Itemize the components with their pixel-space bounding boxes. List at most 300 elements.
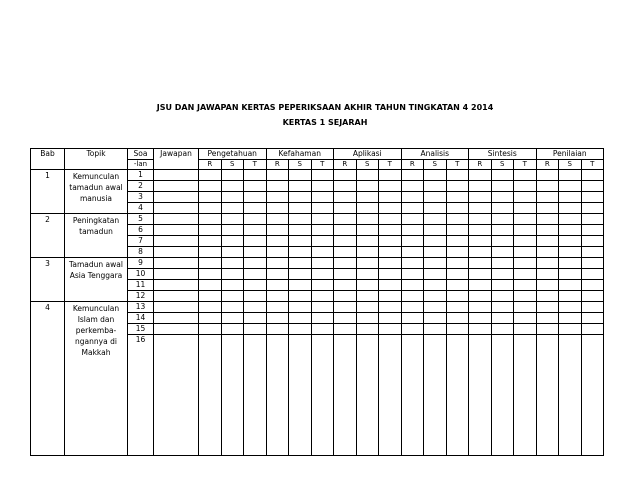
level-cell	[356, 335, 379, 456]
table-body	[31, 170, 604, 456]
level-cell	[311, 313, 334, 324]
level-cell	[491, 214, 514, 225]
level-cell	[469, 192, 492, 203]
level-cell	[536, 225, 559, 236]
level-cell	[221, 335, 244, 456]
level-cell	[491, 324, 514, 335]
level-cell	[559, 236, 582, 247]
level-cell	[581, 280, 604, 291]
level-cell	[244, 192, 267, 203]
level-cell	[446, 203, 469, 214]
level-cell	[581, 324, 604, 335]
level-cell	[559, 280, 582, 291]
level-cell	[424, 181, 447, 192]
level-cell	[379, 291, 402, 302]
chapter-topic: Tamadun awal Asia Tenggara	[65, 258, 128, 302]
level-cell	[244, 302, 267, 313]
jsu-table	[30, 148, 604, 456]
level-cell	[244, 181, 267, 192]
level-cell	[221, 247, 244, 258]
level-cell	[199, 324, 222, 335]
answer-cell	[154, 269, 199, 280]
level-cell	[514, 192, 537, 203]
level-cell	[469, 170, 492, 181]
level-cell	[379, 192, 402, 203]
answer-cell	[154, 192, 199, 203]
level-cell	[199, 192, 222, 203]
level-cell	[536, 203, 559, 214]
level-cell	[334, 214, 357, 225]
level-cell	[581, 225, 604, 236]
level-cell	[514, 225, 537, 236]
level-cell	[356, 225, 379, 236]
level-cell	[491, 247, 514, 258]
level-cell	[424, 170, 447, 181]
header-sublevel: S	[424, 160, 447, 170]
level-cell	[581, 291, 604, 302]
level-cell	[491, 335, 514, 456]
level-cell	[559, 203, 582, 214]
level-cell	[289, 225, 312, 236]
level-cell	[491, 280, 514, 291]
question-number: 5	[128, 214, 154, 225]
question-number: 11	[128, 280, 154, 291]
level-cell	[379, 258, 402, 269]
level-cell	[401, 313, 424, 324]
level-cell	[424, 192, 447, 203]
level-cell	[401, 203, 424, 214]
level-cell	[424, 302, 447, 313]
level-cell	[469, 236, 492, 247]
header-level: Analisis	[401, 149, 469, 160]
level-cell	[469, 203, 492, 214]
header-sublevel: S	[559, 160, 582, 170]
level-cell	[334, 313, 357, 324]
level-cell	[469, 214, 492, 225]
level-cell	[266, 181, 289, 192]
table-row	[31, 258, 604, 269]
level-cell	[424, 236, 447, 247]
level-cell	[356, 324, 379, 335]
level-cell	[536, 335, 559, 456]
level-cell	[401, 335, 424, 456]
level-cell	[221, 313, 244, 324]
question-number: 7	[128, 236, 154, 247]
level-cell	[289, 170, 312, 181]
level-cell	[221, 203, 244, 214]
level-cell	[469, 269, 492, 280]
level-cell	[401, 192, 424, 203]
question-number: 9	[128, 258, 154, 269]
level-cell	[311, 236, 334, 247]
level-cell	[491, 181, 514, 192]
level-cell	[559, 291, 582, 302]
level-cell	[289, 258, 312, 269]
answer-cell	[154, 258, 199, 269]
header-soalan-suffix: -lan	[128, 160, 154, 170]
level-cell	[514, 313, 537, 324]
level-cell	[446, 280, 469, 291]
level-cell	[289, 192, 312, 203]
level-cell	[334, 203, 357, 214]
question-number: 12	[128, 291, 154, 302]
header-sublevel: S	[289, 160, 312, 170]
level-cell	[469, 335, 492, 456]
level-cell	[581, 335, 604, 456]
level-cell	[334, 280, 357, 291]
level-cell	[379, 247, 402, 258]
level-cell	[356, 203, 379, 214]
level-cell	[289, 324, 312, 335]
level-cell	[401, 225, 424, 236]
level-cell	[199, 335, 222, 456]
level-cell	[221, 236, 244, 247]
level-cell	[514, 302, 537, 313]
level-cell	[491, 269, 514, 280]
level-cell	[266, 324, 289, 335]
level-cell	[491, 313, 514, 324]
level-cell	[559, 269, 582, 280]
level-cell	[469, 324, 492, 335]
level-cell	[221, 269, 244, 280]
chapter-topic: Peningkatan tamadun	[65, 214, 128, 258]
level-cell	[289, 313, 312, 324]
level-cell	[244, 324, 267, 335]
level-cell	[311, 302, 334, 313]
answer-cell	[154, 280, 199, 291]
header-jawapan: Jawapan	[154, 149, 199, 170]
level-cell	[491, 170, 514, 181]
level-cell	[356, 247, 379, 258]
level-cell	[424, 225, 447, 236]
question-number: 6	[128, 225, 154, 236]
level-cell	[199, 181, 222, 192]
level-cell	[334, 335, 357, 456]
level-cell	[356, 258, 379, 269]
level-cell	[356, 302, 379, 313]
question-number: 14	[128, 313, 154, 324]
level-cell	[424, 203, 447, 214]
level-cell	[356, 181, 379, 192]
header-sublevel: T	[379, 160, 402, 170]
level-cell	[266, 192, 289, 203]
header-sublevel: R	[469, 160, 492, 170]
level-cell	[311, 181, 334, 192]
question-number: 16	[128, 335, 154, 456]
level-cell	[514, 203, 537, 214]
level-cell	[244, 225, 267, 236]
level-cell	[424, 335, 447, 456]
level-cell	[289, 236, 312, 247]
level-cell	[356, 291, 379, 302]
level-cell	[199, 291, 222, 302]
level-cell	[581, 181, 604, 192]
header-sublevel: T	[514, 160, 537, 170]
level-cell	[199, 269, 222, 280]
answer-cell	[154, 302, 199, 313]
level-cell	[536, 313, 559, 324]
level-cell	[581, 313, 604, 324]
level-cell	[221, 225, 244, 236]
level-cell	[491, 302, 514, 313]
level-cell	[424, 291, 447, 302]
table-row	[31, 170, 604, 181]
level-cell	[536, 181, 559, 192]
level-cell	[311, 170, 334, 181]
level-cell	[221, 280, 244, 291]
level-cell	[311, 258, 334, 269]
level-cell	[514, 247, 537, 258]
level-cell	[559, 258, 582, 269]
level-cell	[401, 269, 424, 280]
level-cell	[536, 291, 559, 302]
header-sublevel: S	[491, 160, 514, 170]
question-number: 15	[128, 324, 154, 335]
level-cell	[311, 192, 334, 203]
level-cell	[199, 214, 222, 225]
level-cell	[581, 302, 604, 313]
question-number: 13	[128, 302, 154, 313]
level-cell	[536, 236, 559, 247]
level-cell	[334, 291, 357, 302]
level-cell	[401, 214, 424, 225]
level-cell	[379, 170, 402, 181]
level-cell	[424, 214, 447, 225]
answer-cell	[154, 214, 199, 225]
level-cell	[334, 225, 357, 236]
level-cell	[559, 247, 582, 258]
level-cell	[581, 214, 604, 225]
level-cell	[491, 192, 514, 203]
level-cell	[334, 324, 357, 335]
level-cell	[356, 192, 379, 203]
header-level: Sintesis	[469, 149, 537, 160]
level-cell	[266, 247, 289, 258]
level-cell	[379, 302, 402, 313]
level-cell	[401, 280, 424, 291]
level-cell	[491, 291, 514, 302]
level-cell	[469, 291, 492, 302]
level-cell	[266, 291, 289, 302]
level-cell	[581, 269, 604, 280]
level-cell	[581, 247, 604, 258]
level-cell	[266, 214, 289, 225]
level-cell	[581, 236, 604, 247]
level-cell	[289, 247, 312, 258]
level-cell	[446, 324, 469, 335]
level-cell	[401, 302, 424, 313]
level-cell	[559, 335, 582, 456]
level-cell	[289, 214, 312, 225]
level-cell	[514, 236, 537, 247]
level-cell	[446, 269, 469, 280]
level-cell	[401, 170, 424, 181]
level-cell	[334, 302, 357, 313]
level-cell	[199, 302, 222, 313]
question-number: 4	[128, 203, 154, 214]
level-cell	[469, 280, 492, 291]
level-cell	[559, 170, 582, 181]
level-cell	[559, 214, 582, 225]
level-cell	[536, 192, 559, 203]
level-cell	[221, 192, 244, 203]
level-cell	[311, 280, 334, 291]
header-level: Kefahaman	[266, 149, 334, 160]
level-cell	[221, 324, 244, 335]
level-cell	[356, 236, 379, 247]
level-cell	[469, 258, 492, 269]
level-cell	[266, 269, 289, 280]
level-cell	[536, 258, 559, 269]
header-sublevel: R	[401, 160, 424, 170]
document-subtitle: KERTAS 1 SEJARAH	[282, 118, 368, 127]
question-number: 8	[128, 247, 154, 258]
level-cell	[289, 269, 312, 280]
level-cell	[289, 335, 312, 456]
level-cell	[581, 170, 604, 181]
level-cell	[559, 324, 582, 335]
level-cell	[446, 335, 469, 456]
level-cell	[559, 225, 582, 236]
header-level: Pengetahuan	[199, 149, 267, 160]
chapter-number: 1	[31, 170, 65, 214]
level-cell	[356, 280, 379, 291]
level-cell	[379, 335, 402, 456]
level-cell	[401, 258, 424, 269]
level-cell	[536, 214, 559, 225]
header-soalan: Soa	[128, 149, 154, 160]
level-cell	[244, 291, 267, 302]
level-cell	[311, 291, 334, 302]
level-cell	[379, 269, 402, 280]
level-cell	[424, 258, 447, 269]
level-cell	[446, 181, 469, 192]
level-cell	[401, 236, 424, 247]
level-cell	[401, 291, 424, 302]
level-cell	[199, 236, 222, 247]
level-cell	[514, 291, 537, 302]
header-level: Penilaian	[536, 149, 604, 160]
level-cell	[311, 269, 334, 280]
level-cell	[446, 225, 469, 236]
level-cell	[244, 247, 267, 258]
level-cell	[446, 170, 469, 181]
level-cell	[356, 214, 379, 225]
level-cell	[289, 203, 312, 214]
level-cell	[199, 247, 222, 258]
level-cell	[379, 181, 402, 192]
answer-cell	[154, 170, 199, 181]
answer-cell	[154, 247, 199, 258]
header-topik: Topik	[65, 149, 128, 170]
level-cell	[424, 247, 447, 258]
level-cell	[266, 280, 289, 291]
header-sublevel: T	[311, 160, 334, 170]
level-cell	[536, 269, 559, 280]
level-cell	[379, 324, 402, 335]
level-cell	[289, 181, 312, 192]
table-row	[31, 302, 604, 313]
level-cell	[469, 302, 492, 313]
answer-cell	[154, 225, 199, 236]
level-cell	[424, 313, 447, 324]
level-cell	[199, 258, 222, 269]
level-cell	[244, 280, 267, 291]
level-cell	[581, 203, 604, 214]
level-cell	[199, 280, 222, 291]
level-cell	[559, 313, 582, 324]
level-cell	[514, 335, 537, 456]
level-cell	[446, 247, 469, 258]
level-cell	[491, 258, 514, 269]
level-cell	[221, 181, 244, 192]
level-cell	[311, 225, 334, 236]
level-cell	[491, 236, 514, 247]
level-cell	[311, 335, 334, 456]
answer-cell	[154, 291, 199, 302]
level-cell	[334, 269, 357, 280]
header-sublevel: T	[581, 160, 604, 170]
document-title: JSU DAN JAWAPAN KERTAS PEPERIKSAAN AKHIR TAHUN TINGKATAN 4 2014	[156, 103, 494, 112]
chapter-topic: Kemunculan tamadun awal manusia	[65, 170, 128, 214]
level-cell	[244, 236, 267, 247]
level-cell	[424, 280, 447, 291]
level-cell	[334, 181, 357, 192]
level-cell	[266, 313, 289, 324]
level-cell	[446, 313, 469, 324]
answer-cell	[154, 236, 199, 247]
level-cell	[334, 236, 357, 247]
level-cell	[469, 247, 492, 258]
level-cell	[559, 302, 582, 313]
level-cell	[334, 192, 357, 203]
level-cell	[424, 269, 447, 280]
level-cell	[289, 280, 312, 291]
level-cell	[514, 280, 537, 291]
level-cell	[221, 302, 244, 313]
level-cell	[491, 225, 514, 236]
question-number: 10	[128, 269, 154, 280]
level-cell	[221, 214, 244, 225]
header-sublevel: R	[266, 160, 289, 170]
level-cell	[401, 247, 424, 258]
level-cell	[379, 280, 402, 291]
answer-cell	[154, 203, 199, 214]
level-cell	[536, 170, 559, 181]
header-sublevel: S	[356, 160, 379, 170]
chapter-number: 3	[31, 258, 65, 302]
chapter-number: 4	[31, 302, 65, 456]
level-cell	[289, 302, 312, 313]
header-sublevel: S	[221, 160, 244, 170]
level-cell	[356, 269, 379, 280]
question-number: 1	[128, 170, 154, 181]
level-cell	[491, 203, 514, 214]
level-cell	[514, 170, 537, 181]
table-row	[31, 214, 604, 225]
level-cell	[221, 258, 244, 269]
level-cell	[514, 214, 537, 225]
level-cell	[469, 225, 492, 236]
level-cell	[379, 236, 402, 247]
level-cell	[401, 181, 424, 192]
level-cell	[401, 324, 424, 335]
header-level: Aplikasi	[334, 149, 402, 160]
level-cell	[334, 170, 357, 181]
level-cell	[446, 192, 469, 203]
level-cell	[244, 214, 267, 225]
level-cell	[221, 291, 244, 302]
